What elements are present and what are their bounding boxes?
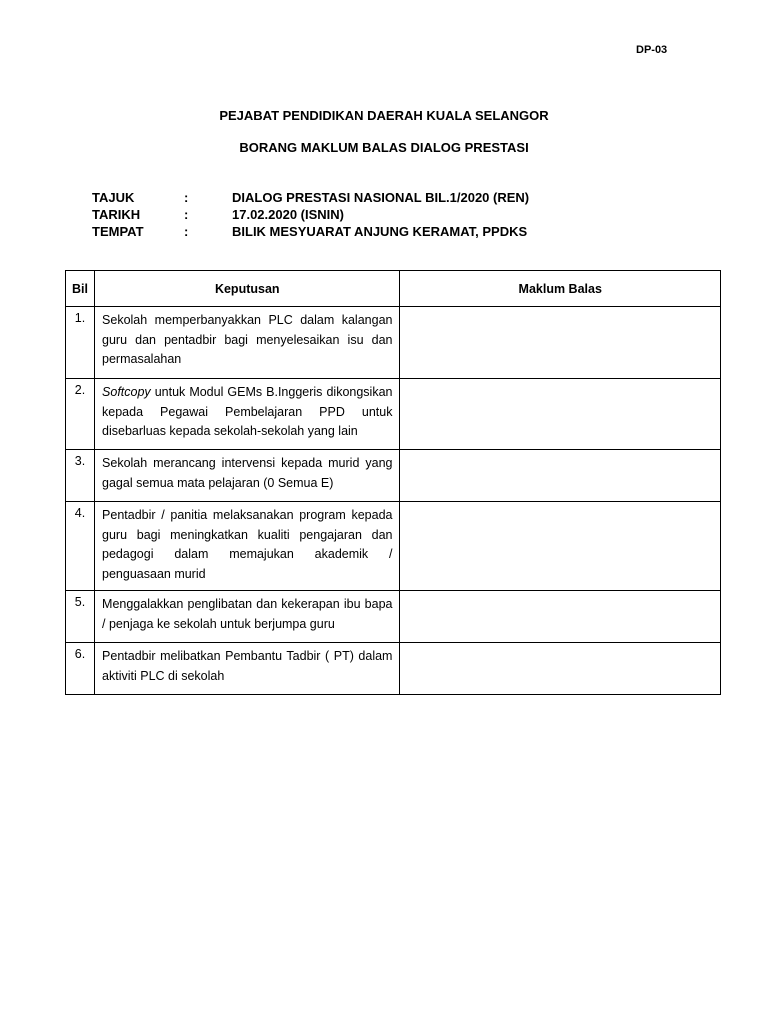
decision-text: Menggalakkan penglibatan dan kekerapan ibu bapa / penjaga ke sekolah untuk berjumpa guru — [95, 591, 400, 643]
table-row — [66, 450, 721, 502]
feedback-cell[interactable] — [400, 307, 721, 379]
header-bil: Bil — [66, 271, 95, 307]
table-row — [66, 379, 721, 450]
header-maklum-balas: Maklum Balas — [400, 271, 721, 307]
decision-text: Sekolah memperbanyakkan PLC dalam kalangan guru dan pentadbir bagi menyelesaikan isu dan permasalahan — [95, 307, 400, 379]
decision-italic-term: Softcopy — [102, 385, 151, 399]
meta-colon: : — [184, 190, 189, 205]
meta-colon: : — [184, 224, 189, 239]
feedback-cell[interactable] — [400, 379, 721, 450]
meta-value: BILIK MESYUARAT ANJUNG KERAMAT, PPDKS — [232, 224, 528, 239]
feedback-table — [65, 270, 721, 695]
feedback-cell[interactable] — [400, 643, 721, 695]
table-header-row — [66, 271, 721, 307]
decision-text: Pentadbir / panitia melaksanakan program kepada guru bagi meningkatkan kualiti pengajaran dan pedagogi dalam memajukan akademik / penguasaan murid — [95, 502, 400, 591]
meta-row-tempat — [92, 223, 529, 240]
header-keputusan: Keputusan — [95, 271, 400, 307]
table-row — [66, 643, 721, 695]
meeting-details — [92, 189, 529, 240]
decision-text-rest: untuk Modul GEMs B.Inggeris dikongsikan kepada Pegawai Pembelajaran PPD untuk disebarluas kepada sekolah-sekolah yang lain — [102, 385, 393, 438]
meta-value: 17.02.2020 (ISNIN) — [232, 207, 345, 222]
meta-label: TEMPAT — [92, 224, 144, 239]
meta-label: TAJUK — [92, 190, 135, 205]
decision-text: Sekolah merancang intervensi kepada murid yang gagal semua mata pelajaran (0 Semua E) — [95, 450, 400, 502]
meta-value: DIALOG PRESTASI NASIONAL BIL.1/2020 (REN) — [232, 190, 530, 205]
meta-row-tarikh — [92, 206, 529, 223]
feedback-cell[interactable] — [400, 502, 721, 591]
row-number: 1. — [66, 307, 95, 379]
meta-label: TARIKH — [92, 207, 141, 222]
row-number: 6. — [66, 643, 95, 695]
organization-title: PEJABAT PENDIDIKAN DAERAH KUALA SELANGOR — [219, 108, 549, 123]
feedback-cell[interactable] — [400, 450, 721, 502]
decision-text — [95, 379, 400, 450]
meta-row-tajuk — [92, 189, 529, 206]
table-row — [66, 502, 721, 591]
form-title: BORANG MAKLUM BALAS DIALOG PRESTASI — [239, 140, 529, 155]
document-code: DP-03 — [636, 44, 668, 56]
row-number: 5. — [66, 591, 95, 643]
row-number: 4. — [66, 502, 95, 591]
row-number: 2. — [66, 379, 95, 450]
decision-text: Pentadbir melibatkan Pembantu Tadbir ( PT) dalam aktiviti PLC di sekolah — [95, 643, 400, 695]
row-number: 3. — [66, 450, 95, 502]
meta-colon: : — [184, 207, 189, 222]
table-row — [66, 591, 721, 643]
feedback-cell[interactable] — [400, 591, 721, 643]
table-row — [66, 307, 721, 379]
